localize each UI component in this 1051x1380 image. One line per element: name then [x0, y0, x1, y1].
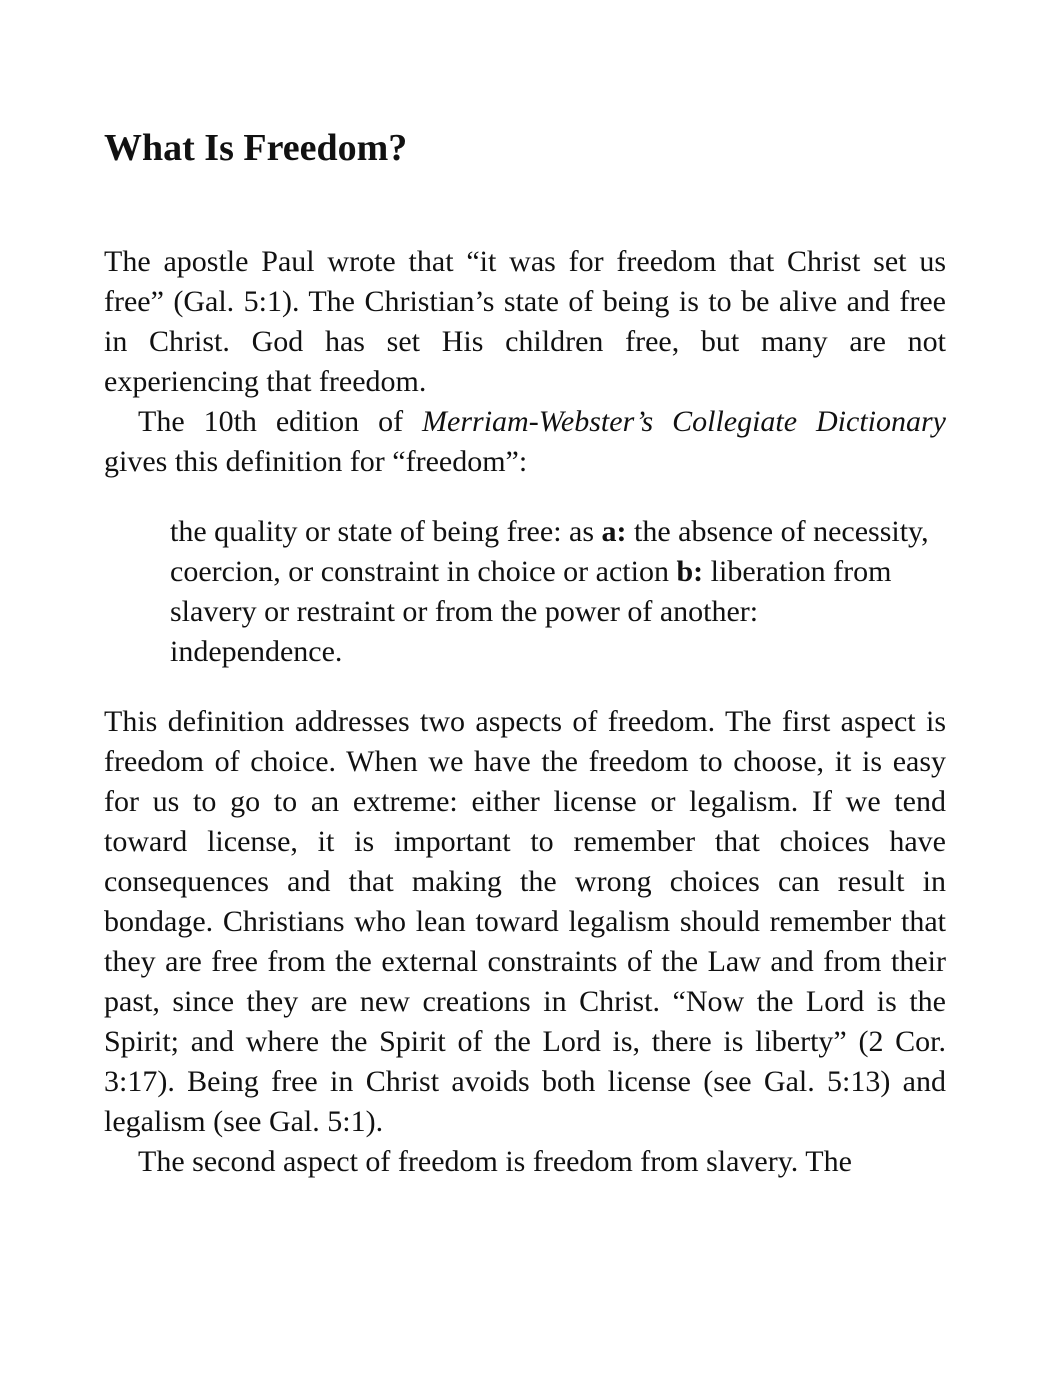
- definition-blockquote: [170, 512, 930, 672]
- page-content: [104, 118, 946, 1182]
- quote-label-a: a:: [601, 515, 627, 548]
- quote-label-b: b:: [676, 555, 704, 588]
- quote-text-1: the quality or state of being free: as: [170, 515, 602, 548]
- definition-intro-text: The 10th edition of: [138, 405, 423, 438]
- paragraph-aspects: This definition addresses two aspects of freedom. The first aspect is freedom of choice. When we have the freedom to choose, it is easy for us to go to an extreme: either license or legalism. If we tend toward license, it is important to remember that choices have consequences and that making the wrong choices can result in bondage. Christians who lean toward legalism should remember that they are free from the external constraints of the Law and from their past, since they are new creations in Christ. “Now the Lord is the Spirit; and where the Spirit of the Lord is, there is liberty” (2 Cor. 3:17). Being free in Christ avoids both license (see Gal. 5:13) and legalism (see Gal. 5:1).: [104, 705, 946, 1138]
- paragraph-second-aspect: The second aspect of freedom is freedom from slavery. The: [138, 1145, 852, 1178]
- quote-text-2: the absence of necessity, coercion, or constraint in choice or action: [170, 515, 929, 588]
- paragraph-intro: The apostle Paul wrote that “it was for freedom that Christ set us free” (Gal. 5:1). The Christian’s state of being is to be alive and free in Christ. God has set His children free, but many are not experiencing that freedom.: [104, 245, 946, 398]
- page-title: What Is Freedom?: [104, 127, 408, 169]
- paragraph-definition-intro: [104, 402, 946, 482]
- definition-intro-tail: gives this definition for “freedom”:: [104, 445, 528, 478]
- quote-text-3: liberation from slavery or restraint or from the power of another: independence.: [170, 555, 892, 668]
- dictionary-title: Merriam-Webster’s Collegiate Dictionary: [422, 405, 946, 438]
